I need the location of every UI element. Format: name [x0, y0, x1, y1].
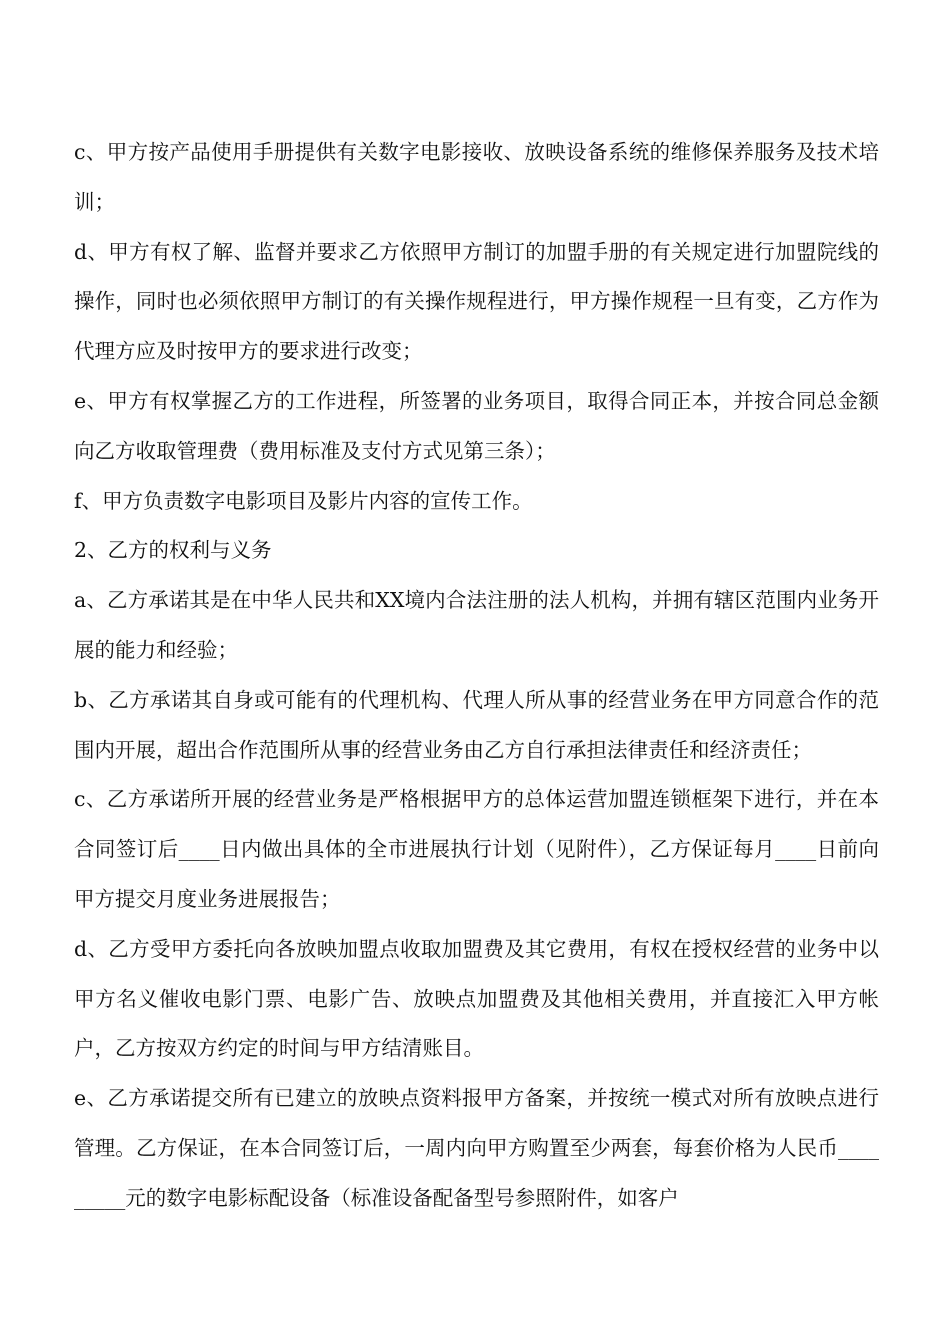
- document-body: [74, 128, 879, 1224]
- paragraph-party-b-plan-report: c、乙方承诺所开展的经营业务是严格根据甲方的总体运营加盟连锁框架下进行，并在本合同签订后____日内做出具体的全市进展执行计划（见附件），乙方保证每月____日前向甲方提交月度业务进展报告；: [74, 787, 879, 911]
- paragraph-party-b-fee-collection: d、乙方受甲方委托向各放映加盟点收取加盟费及其它费用，有权在授权经营的业务中以甲方名义催收电影门票、电影广告、放映点加盟费及其他相关费用，并直接汇入甲方帐户，乙方按双方约定的时间与甲方结清账目。: [74, 936, 879, 1061]
- paragraph-party-a-management-fee: e、甲方有权掌握乙方的工作进程，所签署的业务项目，取得合同正本，并按合同总金额向乙方收取管理费（费用标准及支付方式见第三条）；: [74, 388, 879, 463]
- section-heading-party-b-rights: 2、乙方的权利与义务: [74, 538, 272, 563]
- paragraph-party-a-maintenance-training: c、甲方按产品使用手册提供有关数字电影接收、放映设备系统的维修保养服务及技术培训；: [74, 140, 879, 214]
- paragraph-party-a-supervision: d、甲方有权了解、监督并要求乙方依照甲方制订的加盟手册的有关规定进行加盟院线的操作，同时也必须依照甲方制订的有关操作规程进行，甲方操作规程一旦有变，乙方作为代理方应及时按甲方的要求进行改变；: [74, 239, 879, 364]
- paragraph-party-b-equipment: e、乙方承诺提交所有已建立的放映点资料报甲方备案，并按统一模式对所有放映点进行管理。乙方保证，在本合同签订后，一周内向甲方购置至少两套，每套价格为人民币_________元的数字电影标配设备（标准设备配备型号参照附件，如客户: [74, 1086, 879, 1210]
- paragraph-party-b-scope: b、乙方承诺其自身或可能有的代理机构、代理人所从事的经营业务在甲方同意合作的范围内开展，超出合作范围所从事的经营业务由乙方自行承担法律责任和经济责任；: [74, 687, 879, 762]
- paragraph-party-b-registration: a、乙方承诺其是在中华人民共和XX境内合法注册的法人机构，并拥有辖区范围内业务开展的能力和经验；: [74, 588, 879, 662]
- paragraph-party-a-promotion: f、甲方负责数字电影项目及影片内容的宣传工作。: [74, 488, 533, 513]
